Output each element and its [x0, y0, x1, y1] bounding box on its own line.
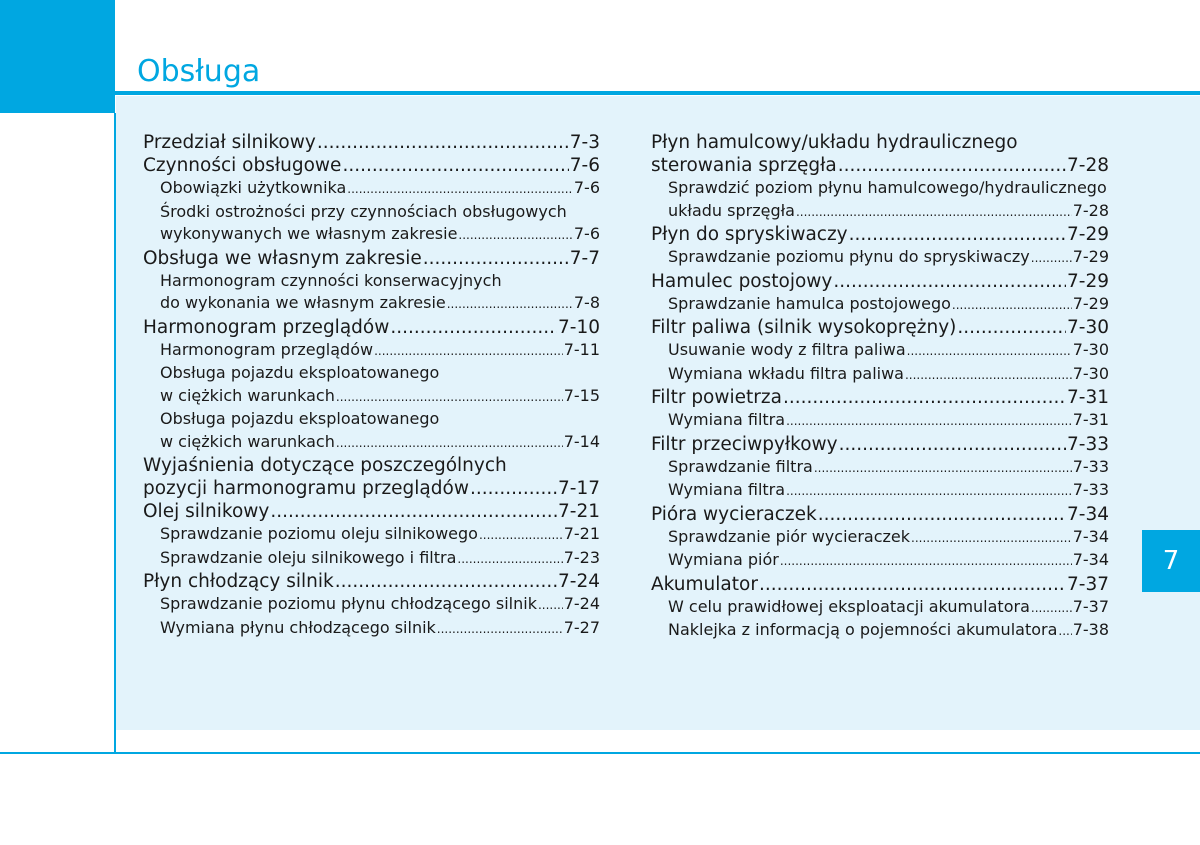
toc-page-number: 7-6 — [573, 178, 600, 197]
toc-entry[interactable] — [651, 154, 1109, 177]
dot-leader — [780, 549, 1072, 573]
toc-subentry[interactable] — [143, 408, 600, 431]
toc-page-number: 7-15 — [563, 385, 600, 405]
toc-entry[interactable] — [143, 131, 600, 154]
toc-entry-label: Środki ostrożności przy czynnościach obsługowych — [160, 201, 567, 221]
dot-leader — [905, 363, 1072, 387]
toc-page-number: 7-3 — [569, 132, 600, 153]
toc-subentry[interactable] — [143, 177, 600, 201]
toc-entry-label: Obsługa pojazdu eksploatowanego — [160, 363, 440, 382]
toc-subentry[interactable] — [143, 201, 600, 224]
toc-entry-label: Harmonogram czynności konserwacyjnych — [160, 270, 502, 290]
toc-page-number: 7-17 — [558, 478, 600, 499]
toc-page-number: 7-7 — [569, 247, 600, 269]
toc-entry-label: do wykonania we własnym zakresie — [160, 293, 446, 312]
dot-leader — [336, 431, 563, 455]
toc-subentry[interactable] — [651, 596, 1109, 620]
toc-entry-label: Pióra wycieraczek — [651, 503, 817, 525]
dot-leader — [336, 385, 563, 409]
toc-entry-label: Płyn do spryskiwaczy — [651, 224, 848, 245]
toc-entry[interactable] — [651, 503, 1109, 526]
toc-page-number: 7-31 — [1072, 410, 1109, 429]
toc-entry-label: Filtr powietrza — [651, 387, 782, 408]
toc-page-number: 7-14 — [563, 431, 600, 451]
dot-leader — [437, 617, 563, 641]
toc-page-number: 7-24 — [563, 594, 600, 613]
toc-page-number: 7-29 — [1072, 293, 1109, 313]
dot-leader — [759, 573, 1066, 596]
toc-entry[interactable] — [143, 247, 600, 270]
toc-entry-label: Filtr paliwa (silnik wysokoprężny) — [651, 317, 957, 338]
toc-page-number: 7-6 — [573, 224, 600, 243]
toc-entry-label: sterowania sprzęgła — [651, 155, 837, 176]
toc-entry[interactable] — [143, 316, 600, 339]
dot-leader — [952, 293, 1072, 317]
toc-entry[interactable] — [651, 223, 1109, 246]
toc-page-number: 7-38 — [1072, 620, 1109, 639]
chapter-number: 7 — [1162, 546, 1180, 576]
dot-leader — [447, 292, 573, 316]
toc-entry-label: Wymiana płynu chłodzącego silnik — [160, 617, 436, 637]
toc-page-number: 7-23 — [563, 547, 600, 567]
toc-page-number: 7-31 — [1067, 387, 1109, 408]
toc-page-number: 7-37 — [1072, 596, 1109, 616]
toc-entry-label: Sprawdzanie oleju silnikowego i filtra — [160, 547, 457, 567]
toc-page-number: 7-37 — [1067, 573, 1109, 595]
toc-entry[interactable] — [143, 570, 600, 593]
toc-subentry[interactable] — [651, 246, 1109, 270]
toc-entry[interactable] — [651, 270, 1109, 293]
toc-subentry[interactable] — [651, 619, 1109, 643]
toc-page-number: 7-10 — [558, 316, 600, 338]
toc-entry-label: w ciężkich warunkach — [160, 385, 335, 405]
toc-entry-label: Wymiana filtra — [668, 410, 786, 429]
dot-leader — [423, 247, 569, 270]
dot-leader — [911, 526, 1072, 550]
toc-subentry[interactable] — [143, 431, 600, 455]
dot-leader — [1031, 246, 1072, 270]
toc-subentry[interactable] — [143, 617, 600, 641]
dot-leader — [470, 477, 557, 500]
dot-leader — [390, 316, 557, 339]
toc-entry-label: Obowiązki użytkownika — [160, 178, 347, 197]
dot-leader — [838, 154, 1066, 177]
toc-subentry[interactable] — [143, 339, 600, 363]
toc-entry-label: Wymiana filtra — [668, 480, 786, 499]
toc-subentry[interactable] — [651, 549, 1109, 573]
toc-page-number: 7-33 — [1072, 480, 1109, 499]
dot-leader — [796, 200, 1072, 224]
toc-entry-label: Wymiana piór — [668, 550, 779, 569]
dot-leader — [814, 456, 1072, 480]
dot-leader — [907, 339, 1072, 363]
toc-entry-label: Hamulec postojowy — [651, 270, 833, 292]
toc-page-number: 7-29 — [1067, 224, 1109, 245]
dot-leader — [849, 223, 1066, 246]
toc-subentry[interactable] — [651, 200, 1109, 224]
toc-entry-label: Sprawdzanie filtra — [668, 456, 813, 476]
toc-column-left — [143, 131, 600, 640]
toc-subentry[interactable] — [143, 523, 600, 547]
toc-page-number: 7-29 — [1072, 247, 1109, 266]
toc-entry-label: Filtr przeciwpyłkowy — [651, 433, 838, 455]
dot-leader — [374, 339, 563, 363]
dot-leader — [458, 223, 572, 247]
dot-leader — [833, 270, 1066, 293]
toc-entry[interactable] — [143, 500, 600, 523]
toc-entry-label: Sprawdzanie poziomu oleju silnikowego — [160, 524, 478, 543]
toc-subentry[interactable] — [651, 409, 1109, 433]
toc-column-right — [651, 131, 1109, 643]
toc-entry-label: wykonywanych we własnym zakresie — [160, 224, 458, 243]
toc-entry-label: Sprawdzanie hamulca postojowego — [668, 293, 951, 313]
dot-leader — [957, 316, 1066, 339]
dot-leader — [786, 479, 1072, 503]
toc-entry-label: Usuwanie wody z filtra paliwa — [668, 340, 906, 359]
dot-leader — [479, 523, 563, 547]
dot-leader — [457, 547, 562, 571]
toc-page-number: 7-27 — [563, 617, 600, 637]
dot-leader — [818, 503, 1066, 526]
toc-page-number: 7-33 — [1072, 456, 1109, 476]
chapter-tab[interactable] — [1142, 530, 1200, 592]
title-underline — [115, 91, 1200, 95]
toc-subentry[interactable] — [143, 385, 600, 409]
toc-entry-label: Harmonogram przeglądów — [143, 316, 390, 338]
toc-entry[interactable] — [143, 477, 600, 500]
toc-page-number: 7-28 — [1072, 200, 1109, 220]
toc-entry[interactable] — [651, 131, 1109, 154]
toc-page-number: 7-30 — [1067, 317, 1109, 338]
toc-subentry[interactable] — [143, 362, 600, 385]
toc-page-number: 7-30 — [1072, 340, 1109, 359]
toc-page-number: 7-28 — [1067, 155, 1109, 176]
toc-entry-label: układu sprzęgła — [668, 200, 795, 220]
toc-entry-label: Sprawdzanie poziomu płynu chłodzącego silnik — [160, 594, 537, 613]
dot-leader — [783, 386, 1066, 409]
toc-entry-label: Wymiana wkładu filtra paliwa — [668, 363, 904, 383]
corner-block — [0, 0, 115, 113]
toc-page-number: 7-11 — [563, 339, 600, 359]
dot-leader — [342, 154, 568, 177]
toc-subentry[interactable] — [651, 177, 1109, 200]
toc-entry-label: Czynności obsługowe — [143, 155, 342, 176]
toc-page-number: 7-21 — [558, 501, 600, 522]
toc-page-number: 7-34 — [1067, 503, 1109, 525]
toc-page-number: 7-8 — [573, 293, 600, 312]
toc-page-number: 7-30 — [1072, 363, 1109, 383]
dot-leader — [786, 409, 1072, 433]
toc-page-number: 7-33 — [1067, 433, 1109, 455]
toc-entry-label: Naklejka z informacją o pojemności akumulatora — [668, 620, 1058, 639]
toc-subentry[interactable] — [143, 593, 600, 617]
toc-page-number: 7-34 — [1072, 550, 1109, 569]
dot-leader — [347, 177, 573, 201]
toc-entry-label: Obsługa we własnym zakresie — [143, 247, 422, 269]
page-title: Obsługa — [137, 54, 261, 89]
toc-entry[interactable] — [651, 386, 1109, 409]
toc-subentry[interactable] — [651, 526, 1109, 550]
toc-entry-label: Płyn hamulcowy/układu hydraulicznego — [651, 132, 1018, 153]
toc-subentry[interactable] — [143, 270, 600, 293]
toc-entry-label: Olej silnikowy — [143, 501, 270, 522]
toc-entry[interactable] — [651, 573, 1109, 596]
toc-entry-label: Płyn chłodzący silnik — [143, 571, 334, 592]
dot-leader — [317, 131, 569, 154]
dot-leader — [270, 500, 557, 523]
toc-subentry[interactable] — [651, 339, 1109, 363]
toc-entry-label: pozycji harmonogramu przeglądów — [143, 478, 469, 499]
dot-leader — [839, 433, 1066, 456]
toc-page-number: 7-24 — [558, 571, 600, 592]
toc-entry-label: Harmonogram przeglądów — [160, 339, 374, 359]
toc-entry-label: Przedział silnikowy — [143, 132, 316, 153]
toc-entry-label: Obsługa pojazdu eksploatowanego — [160, 409, 440, 428]
dot-leader — [335, 570, 557, 593]
toc-entry-label: Akumulator — [651, 573, 758, 595]
toc-page-number: 7-29 — [1067, 270, 1109, 292]
toc-entry-label: Wyjaśnienia dotyczące poszczególnych — [143, 455, 507, 476]
dot-leader — [538, 593, 563, 617]
toc-entry[interactable] — [651, 316, 1109, 339]
toc-subentry[interactable] — [651, 293, 1109, 317]
toc-subentry[interactable] — [651, 456, 1109, 480]
bottom-rule — [0, 752, 1200, 754]
toc-subentry[interactable] — [143, 547, 600, 571]
toc-subentry[interactable] — [651, 479, 1109, 503]
toc-page-number: 7-21 — [563, 524, 600, 543]
toc-entry-label: Sprawdzić poziom płynu hamulcowego/hydraulicznego — [668, 178, 1107, 197]
toc-page-number: 7-34 — [1072, 526, 1109, 546]
toc-entry[interactable] — [651, 433, 1109, 456]
toc-subentry[interactable] — [143, 292, 600, 316]
toc-entry[interactable] — [143, 454, 600, 477]
toc-entry-label: w ciężkich warunkach — [160, 431, 335, 451]
toc-entry-label: Sprawdzanie piór wycieraczek — [668, 526, 911, 546]
dot-leader — [1058, 619, 1071, 643]
toc-page-number: 7-6 — [569, 155, 600, 176]
toc-subentry[interactable] — [143, 223, 600, 247]
toc-entry-label: Sprawdzanie poziomu płynu do spryskiwaczy — [668, 247, 1030, 266]
toc-entry-label: W celu prawidłowej eksploatacji akumulatora — [668, 596, 1030, 616]
toc-entry[interactable] — [143, 154, 600, 177]
dot-leader — [1031, 596, 1072, 620]
toc-subentry[interactable] — [651, 363, 1109, 387]
